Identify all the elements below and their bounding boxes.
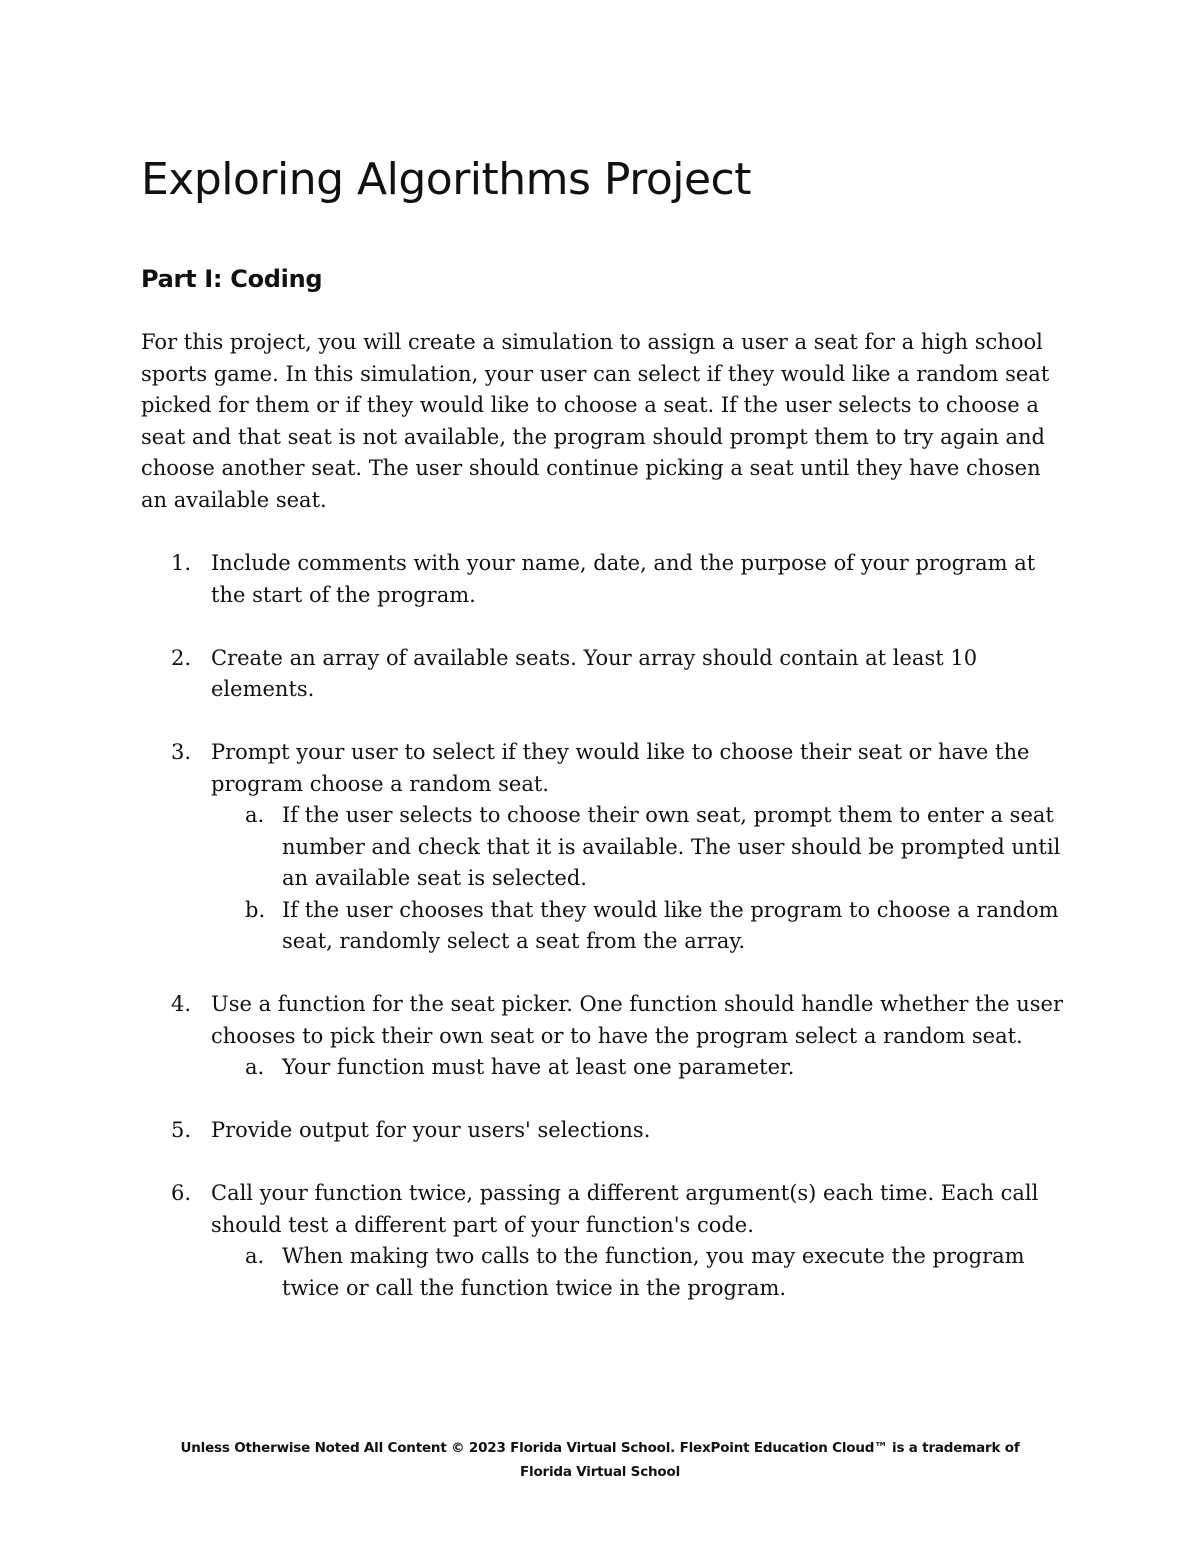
list-item <box>141 1115 1071 1147</box>
sub-list <box>211 800 1071 958</box>
sub-list-item-letter: b. <box>245 897 266 922</box>
sub-list-item <box>211 1241 1071 1304</box>
intro-paragraph: For this project, you will create a simulation to assign a user a seat for a high school sports game. In this simulation, your user can select if they would like a random seat picked for them or if they would like to choose a seat. If the user selects to choose a seat and that seat is not available, the program should prompt them to try again and choose another seat. The user should continue picking a seat until they have chosen an available seat. <box>141 330 1050 512</box>
sub-list-item-text: If the user selects to choose their own seat, prompt them to enter a seat number and check that it is available. The user should be prompted until an available seat is selected. <box>282 803 1061 890</box>
list-item-number: 2. <box>171 645 192 670</box>
list-item-number: 3. <box>171 740 192 764</box>
list-item-number: 4. <box>171 992 192 1016</box>
list-item-number: 1. <box>171 551 192 575</box>
list-item <box>141 643 1071 706</box>
page-footer <box>100 1436 1100 1484</box>
footer-copyright-line: Unless Otherwise Noted All Content © 2023 Florida Virtual School. FlexPoint Education Cloud™ is a trademark of <box>180 1440 1020 1456</box>
sub-list-item <box>211 1052 1071 1084</box>
sub-list-item-letter: a. <box>245 1055 265 1079</box>
list-item-text: Provide output for your users' selections. <box>211 1118 651 1142</box>
page-title: Exploring Algorithms Project <box>141 154 751 205</box>
list-item <box>141 737 1071 958</box>
list-item <box>141 1178 1071 1304</box>
sub-list-item-text: Your function must have at least one parameter. <box>282 1055 795 1079</box>
sub-list-item <box>211 895 1071 958</box>
sub-list-item-letter: a. <box>245 1244 265 1268</box>
footer-school-line: Florida Virtual School <box>520 1464 680 1480</box>
list-item <box>141 548 1071 611</box>
sub-list-item-letter: a. <box>245 803 265 827</box>
sub-list <box>211 1241 1071 1304</box>
sub-list-item-text: When making two calls to the function, you may execute the program twice or call the function twice in the program. <box>282 1244 1025 1300</box>
sub-list-item <box>211 800 1071 895</box>
list-item-number: 5. <box>171 1118 192 1142</box>
list-item-text: Prompt your user to select if they would like to choose their seat or have the program choose a random seat. <box>211 740 1030 796</box>
list-item-number: 6. <box>171 1181 192 1205</box>
list-item-text: Include comments with your name, date, and the purpose of your program at the start of the program. <box>211 551 1036 607</box>
sub-list-item-text: If the user chooses that they would like the program to choose a random seat, randomly select a seat from the array. <box>282 897 1059 953</box>
sub-list <box>211 1052 1071 1084</box>
part-heading: Part I: Coding <box>141 265 323 293</box>
list-item-text: Create an array of available seats. Your array should contain at least 10 elements. <box>211 645 978 701</box>
task-list <box>141 548 1071 1336</box>
list-item-text: Call your function twice, passing a different argument(s) each time. Each call should test a different part of your function's code. <box>211 1181 1039 1237</box>
list-item <box>141 989 1071 1084</box>
list-item-text: Use a function for the seat picker. One function should handle whether the user chooses to pick their own seat or to have the program select a random seat. <box>211 992 1063 1048</box>
